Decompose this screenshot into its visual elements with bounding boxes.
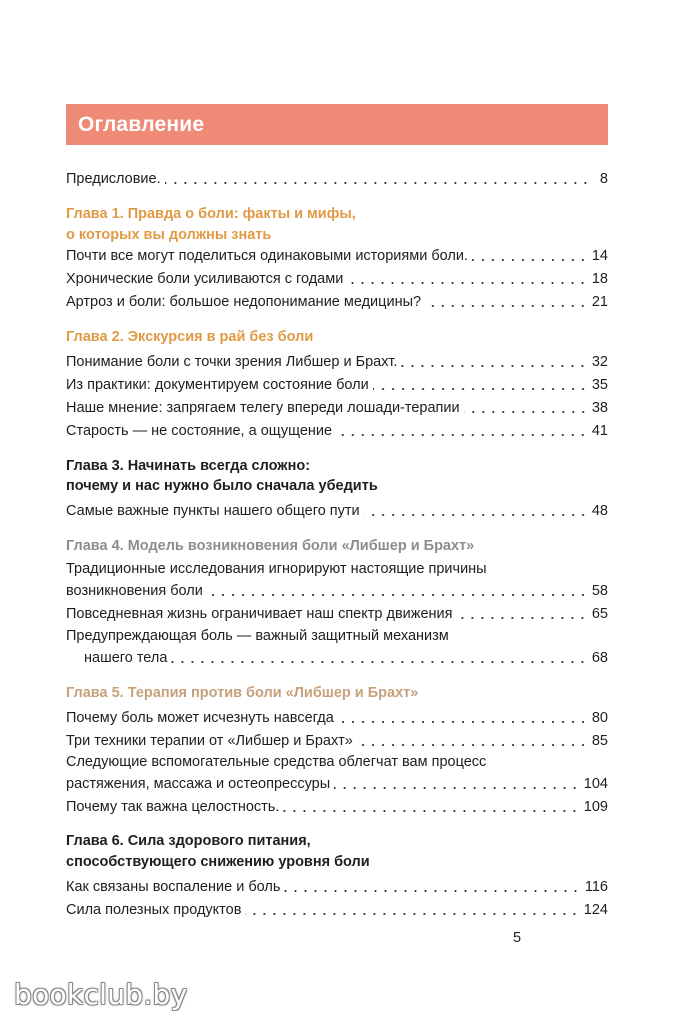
toc-entry[interactable] [66,578,608,600]
toc-entry-label: Повседневная жизнь ограничивает наш спектр движения [66,606,453,622]
dot-leader [338,721,588,723]
toc-entry-page: 124 [583,902,608,918]
toc-entry-page: 65 [591,606,608,622]
toc-entry[interactable] [66,498,608,520]
dot-leader [357,744,588,746]
toc-entry-page: 32 [591,354,608,370]
chapter-5-title[interactable]: Глава 5. Терапия против боли «Либшер и Брахт» [66,685,419,701]
chapter-1-title-line-2[interactable]: о которых вы должны знать [66,227,272,243]
dot-leader [472,259,588,261]
toc-entry-label: Наше мнение: запрягаем телегу впереди лошади-терапии [66,400,460,416]
dot-leader [165,182,590,184]
toc-entry-page: 35 [591,377,608,393]
toc-entry[interactable] [66,705,608,727]
toc-entry[interactable] [66,794,608,816]
toc-entry[interactable] [66,645,608,667]
toc-entry[interactable] [66,395,608,417]
dot-leader [373,388,588,390]
toc-entry-label: растяжения, массажа и остеопрессуры [66,776,331,792]
toc-entry[interactable] [66,243,608,265]
toc-entry-page: 80 [591,710,608,726]
toc-entry-page: 116 [584,879,608,895]
toc-entry-page: 38 [591,400,608,416]
toc-entry-label: Сила полезных продуктов [66,902,242,918]
toc-entry[interactable] [66,728,608,750]
toc-entry-label: Почти все могут поделиться одинаковыми историями боли. [66,248,468,264]
toc-entry-page: 8 [599,171,608,187]
toc-entry-page: 109 [583,799,608,815]
toc-entry-label: Из практики: документируем состояние боли [66,377,369,393]
toc-entry-label: Почему так важна целостность. [66,799,280,815]
toc-entry-page: 68 [591,650,608,666]
toc-entry-label-line-1[interactable]: Следующие вспомогательные средства облегчат вам процесс [66,754,487,770]
dot-leader [401,365,587,367]
toc-header-bar [66,104,608,145]
chapter-3-title-line-1[interactable]: Глава 3. Начинать всегда сложно: [66,458,311,474]
toc-entry-label: Предисловие. [66,171,161,187]
toc-entry-label: Почему боль может исчезнуть навсегда [66,710,334,726]
toc-entry-label: Как связаны воспаление и боль [66,879,281,895]
dot-leader [171,661,587,663]
dot-leader [207,594,588,596]
dot-leader [456,617,587,619]
dot-leader [284,890,580,892]
toc-entry-page: 14 [591,248,608,264]
dot-leader [336,434,588,436]
toc-entry-page: 58 [591,583,608,599]
toc-entry-label: Хронические боли усиливаются с годами [66,271,344,287]
toc-entry-label: нашего тела [84,650,168,666]
chapter-3-title-line-2[interactable]: почему и нас нужно было сначала убедить [66,478,378,494]
chapter-6-title-line-1[interactable]: Глава 6. Сила здорового питания, [66,833,311,849]
toc-entry[interactable] [66,266,608,288]
toc-entry[interactable] [66,349,608,371]
toc-entry[interactable] [66,289,608,311]
chapter-6-title-line-2[interactable]: способствующего снижению уровня боли [66,854,370,870]
toc-entry[interactable] [66,418,608,440]
dot-leader [347,282,588,284]
toc-entry-label: Самые важные пункты нашего общего пути [66,503,360,519]
toc-entry-label: Понимание боли с точки зрения Либшер и Брахт. [66,354,398,370]
dot-leader [364,514,588,516]
toc-entry-label: Старость — не состояние, а ощущение [66,423,333,439]
dot-leader [283,810,579,812]
dot-leader [245,913,579,915]
toc-entry-page: 85 [591,733,608,749]
chapter-4-title[interactable]: Глава 4. Модель возникновения боли «Либшер и Брахт» [66,538,475,554]
toc-entry-label: возникновения боли [66,583,203,599]
toc-entry[interactable] [66,372,608,394]
toc-title: Оглавление [78,112,205,136]
chapter-1-title-line-1[interactable]: Глава 1. Правда о боли: факты и мифы, [66,206,356,222]
chapter-2-title[interactable]: Глава 2. Экскурсия в рай без боли [66,329,314,345]
dot-leader [334,787,580,789]
toc-entry[interactable] [66,874,608,896]
watermark-logo: bookclub.by [14,978,188,1011]
toc-entry-label-line-1[interactable]: Традиционные исследования игнорируют настоящие причины [66,561,487,577]
page-number: 5 [513,930,522,946]
toc-entry-page: 41 [591,423,608,439]
dot-leader [464,411,588,413]
toc-entry-label: Артроз и боли: большое недопонимание медицины? [66,294,422,310]
toc-entry[interactable] [66,897,608,919]
toc-entry-label-line-1[interactable]: Предупреждающая боль — важный защитный механизм [66,628,449,644]
toc-entry-page: 18 [591,271,608,287]
toc-entry[interactable] [66,771,608,793]
toc-entry-label: Три техники терапии от «Либшер и Брахт» [66,733,353,749]
toc-entry-preface[interactable] [66,166,608,188]
dot-leader [425,305,588,307]
toc-entry-page: 48 [591,503,608,519]
toc-entry-page: 104 [583,776,608,792]
toc-entry-page: 21 [591,294,608,310]
toc-entry[interactable] [66,601,608,623]
